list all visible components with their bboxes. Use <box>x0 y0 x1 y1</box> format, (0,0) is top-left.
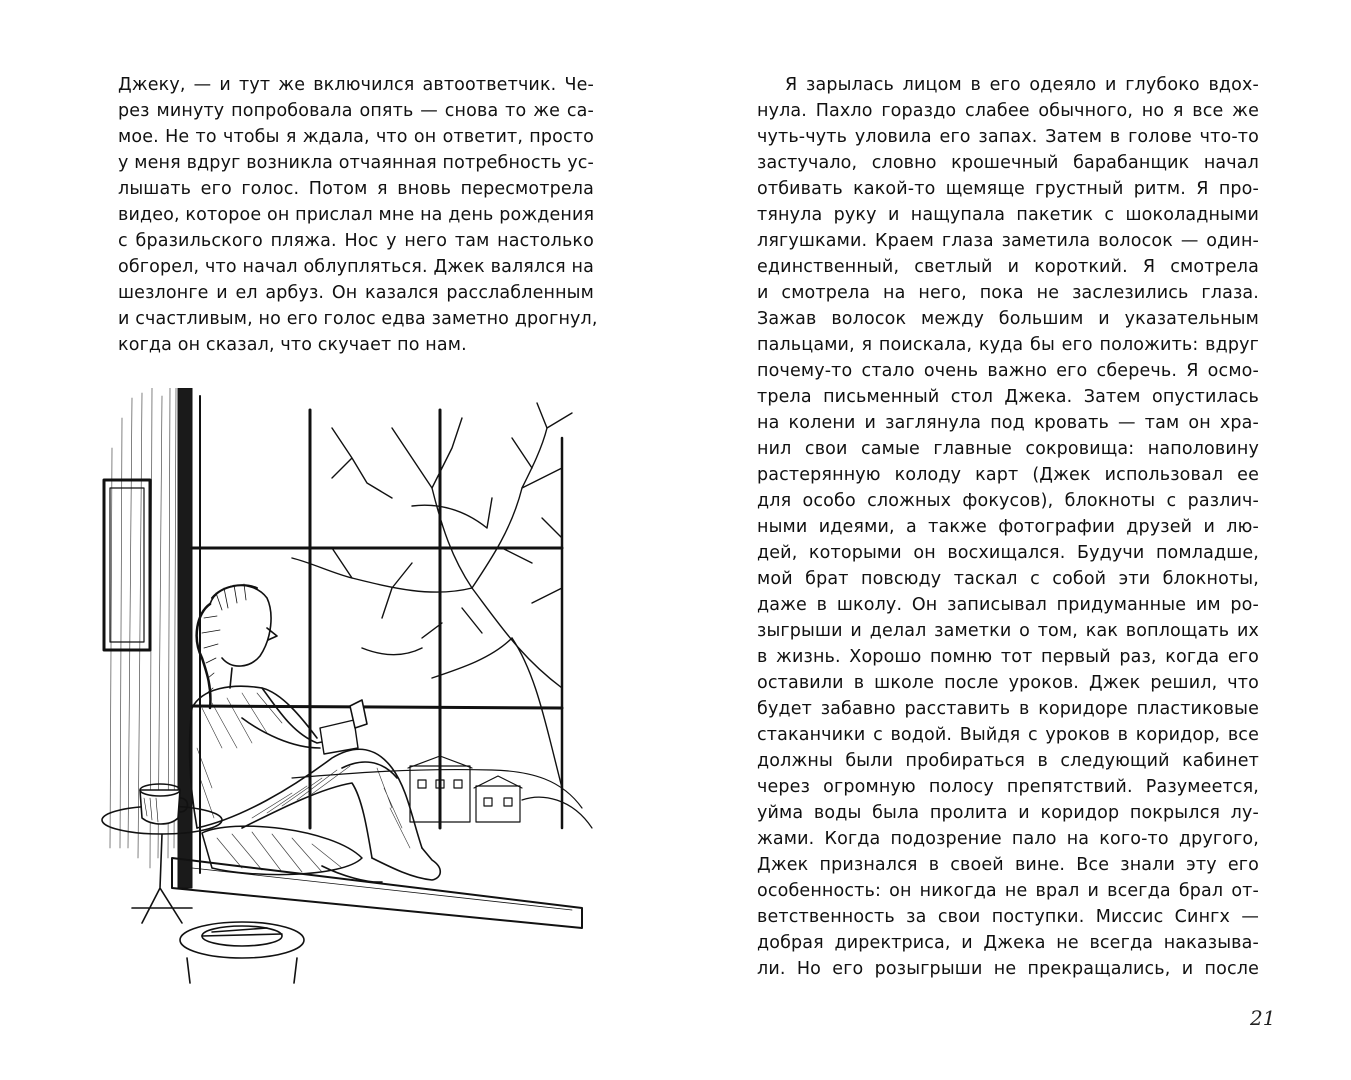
right-text-line: ли. Но его розыгрыши не прекращались, и после <box>757 959 1259 979</box>
small-table-with-plate <box>180 922 304 983</box>
right-text-line: будет забавно расставить в коридоре пластиковые <box>757 699 1259 719</box>
right-text-line: ными идеями, а также фотографии друзей и лю- <box>757 517 1259 537</box>
right-text-line: должны были пробираться в следующий кабинет <box>757 751 1259 771</box>
left-text-line: Джеку, — и тут же включился автоответчик. Че- <box>118 75 594 95</box>
right-text-line: чуть-чуть уловила его запах. Затем в голове что-то <box>757 127 1259 147</box>
right-text-line: нил свои самые главные сокровища: наполовину <box>757 439 1259 459</box>
left-text-line: лышать его голос. Потом я вновь пересмотрела <box>118 179 594 199</box>
page-number: 21 <box>1250 1006 1276 1030</box>
right-text-line: единственный, светлый и короткий. Я смотрела <box>757 257 1259 277</box>
right-text-line: трела письменный стол Джека. Затем опустилась <box>757 387 1259 407</box>
right-text-line: уйма воды была пролита и коридор покрылся лу- <box>757 803 1259 823</box>
right-text-line: мой брат повсюду таскал с собой эти блокноты, <box>757 569 1259 589</box>
left-text-line: шезлонге и ел арбуз. Он казался расслабленным <box>118 283 594 303</box>
girl-reading <box>190 584 441 882</box>
left-text-line: с бразильского пляжа. Нос у него там настолько <box>118 231 594 251</box>
right-text-line: добрая директриса, и Джека не всегда наказыва- <box>757 933 1259 953</box>
left-text-line: мое. Не то чтобы я ждала, что он ответит, просто <box>118 127 594 147</box>
book <box>320 720 358 754</box>
left-text-line: когда он сказал, что скучает по нам. <box>118 335 467 355</box>
right-text-line: растерянную колоду карт (Джек использовал ее <box>757 465 1259 485</box>
right-text-line: оставили в школе после уроков. Джек решил, что <box>757 673 1259 693</box>
right-text-line: даже в школу. Он записывал придуманные им ро- <box>757 595 1259 615</box>
right-text-line: и смотрела на него, пока не заслезились глаза. <box>757 283 1259 303</box>
right-text-line: в жизнь. Хорошо помню тот первый раз, когда его <box>757 647 1259 667</box>
windowsill <box>172 858 582 928</box>
right-text-line: Джек признался в своей вине. Все знали эту его <box>757 855 1259 875</box>
right-text-line: ветственность за свои поступки. Миссис Сингх — <box>757 907 1259 927</box>
right-text-line: пальцами, я поискала, куда бы его положить: вдруг <box>757 335 1259 355</box>
right-text-line: дей, которыми он восхищался. Будучи помладше, <box>757 543 1259 563</box>
left-text-line: видео, которое он прислал мне на день рождения <box>118 205 595 225</box>
distant-houses <box>292 756 592 828</box>
right-text-line: Я зарылась лицом в его одеяло и глубоко вдох- <box>785 75 1259 95</box>
left-text-line: рез минуту попробовала опять — снова то же са- <box>118 101 594 121</box>
right-text-line: почему-то стало очень важно его сберечь. Я осмо- <box>757 361 1259 381</box>
right-text-line: особенность: он никогда не врал и всегда брал от- <box>757 881 1259 901</box>
right-text-line: зыгрыши и делал заметки о том, как воплощать их <box>757 621 1259 641</box>
left-text-line: у меня вдруг возникла отчаянная потребность ус- <box>118 153 594 173</box>
right-text-line: стаканчики с водой. Выйдя с уроков в коридор, все <box>757 725 1259 745</box>
right-text-line: тянула руку и нащупала пакетик с шоколадными <box>757 205 1259 225</box>
right-text-line: для особо сложных фокусов), блокноты с различ- <box>757 491 1259 511</box>
window-transom <box>192 706 562 708</box>
window-post-left <box>178 388 192 888</box>
right-text-line: нула. Пахло гораздо слабее обычного, но я все же <box>757 101 1259 121</box>
left-text-line: и счастливым, но его голос едва заметно дрогнул, <box>118 309 598 329</box>
window-reading-illustration <box>92 388 594 988</box>
right-text-line: на колени и заглянула под кровать — там он хра- <box>757 413 1259 433</box>
right-text-line: отбивать какой-то щемяще грустный ритм. Я про- <box>757 179 1259 199</box>
left-text-line: обгорел, что начал облупляться. Джек валялся на <box>118 257 594 277</box>
right-text-line: лягушками. Краем глаза заметила волосок — один- <box>757 231 1259 251</box>
right-text-line: Зажав волосок между большим и указательным <box>757 309 1259 329</box>
cushion <box>202 826 362 874</box>
right-text-line: жами. Когда подозрение пало на кого-то другого, <box>757 829 1259 849</box>
right-text-line: застучало, словно крошечный барабанщик начал <box>757 153 1259 173</box>
right-text-line: через огромную полосу препятствий. Разумеется, <box>757 777 1259 797</box>
